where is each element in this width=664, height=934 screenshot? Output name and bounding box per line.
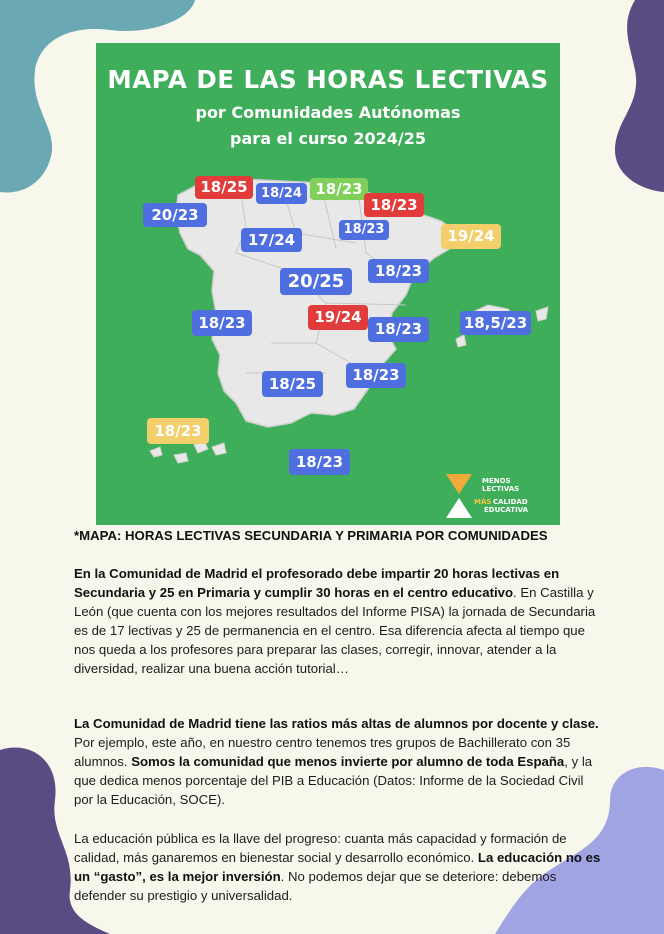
paragraph-2-bold-2: Somos la comunidad que menos invierte por alumno de toda España bbox=[131, 754, 565, 769]
region-label-galicia: 20/23 bbox=[143, 203, 207, 227]
poster-title: MAPA DE LAS HORAS LECTIVAS bbox=[107, 65, 549, 94]
poster-subtitle-2: para el curso 2024/25 bbox=[230, 129, 426, 148]
region-label-madrid: 20/25 bbox=[280, 268, 352, 295]
legend-line-3: CALIDAD bbox=[493, 498, 528, 506]
region-label-ceuta-melilla: 18/23 bbox=[289, 449, 350, 475]
poster-subtitle-1: por Comunidades Autónomas bbox=[195, 103, 461, 122]
region-label-navarra: 18/23 bbox=[364, 193, 424, 217]
paragraph-3 bbox=[74, 829, 602, 905]
legend-line-3-accent: MÁS bbox=[474, 498, 492, 506]
legend-line-4: EDUCATIVA bbox=[484, 506, 529, 514]
paragraph-2 bbox=[74, 714, 602, 809]
paragraph-2-text-1: Por ejemplo, este año, en nuestro centro tenemos tres grupos de Bachillerato con 35 alumnos. bbox=[74, 735, 571, 769]
canary-islands-shape bbox=[150, 441, 226, 463]
region-label-cataluna: 19/24 bbox=[441, 224, 501, 249]
region-label-andalucia: 18/25 bbox=[262, 371, 323, 397]
region-label-la-rioja: 18/23 bbox=[339, 220, 389, 240]
paragraph-1-bold: En la Comunidad de Madrid el profesorado debe impartir 20 horas lectivas en Secundaria y 25 en Primaria y cumplir 30 horas en el centro educativo bbox=[74, 566, 560, 600]
region-label-asturias: 18/25 bbox=[195, 176, 253, 199]
region-label-baleares: 18,5/23 bbox=[460, 311, 531, 335]
paragraph-1 bbox=[74, 564, 602, 678]
paragraph-3-text-2: . No podemos dejar que se deteriore: debemos defender su prestigio y universalidad. bbox=[74, 869, 557, 903]
legend-line-2: LECTIVAS bbox=[482, 485, 520, 493]
region-label-castilla-leon: 17/24 bbox=[241, 228, 302, 252]
top-right-blob bbox=[560, 0, 664, 200]
region-label-aragon: 18/23 bbox=[368, 259, 429, 283]
poster-legend bbox=[444, 473, 554, 519]
region-label-pais-vasco: 18/23 bbox=[310, 178, 368, 200]
region-label-castilla-la-mancha: 19/24 bbox=[308, 305, 368, 330]
map-caption: *MAPA: HORAS LECTIVAS SECUNDARIA Y PRIMARIA POR COMUNIDADES bbox=[74, 528, 548, 543]
region-label-extremadura: 18/23 bbox=[192, 310, 252, 336]
paragraph-1-text: . En Castilla y León (que cuenta con los mejores resultados del Informe PISA) la jornada de Secundaria es de 17 lectivas y 25 de permanencia en el centro. Esa diferencia afecta al tiempo que nos queda a los profesores para preparar las clases, corregir, innovar, atender a la diversidad, realizar una buena acción tutorial… bbox=[74, 585, 596, 676]
region-label-cantabria: 18/24 bbox=[256, 183, 307, 204]
paragraph-2-text-2: , y la que dedica menos porcentaje del PIB a Educación (Datos: Informe de la Sociedad Civil por la Educación, SOCE). bbox=[74, 754, 593, 807]
paragraph-3-bold: La educación no es un “gasto”, es la mejor inversión bbox=[74, 850, 601, 884]
legend-line-1: MENOS bbox=[482, 477, 511, 485]
paragraph-3-text-1: La educación pública es la llave del progreso: cuanta más capacidad y formación de calidad, más ganaremos en bienestar social y desarrollo económico. bbox=[74, 831, 567, 865]
region-label-valencia: 18/23 bbox=[368, 317, 429, 342]
region-label-murcia: 18/23 bbox=[346, 363, 406, 388]
hours-map-poster bbox=[96, 43, 560, 525]
hourglass-icon bbox=[444, 473, 474, 519]
caption bbox=[74, 526, 602, 545]
paragraph-2-bold-1: La Comunidad de Madrid tiene las ratios más altas de alumnos por docente y clase. bbox=[74, 716, 599, 731]
region-label-canarias: 18/23 bbox=[147, 418, 209, 444]
